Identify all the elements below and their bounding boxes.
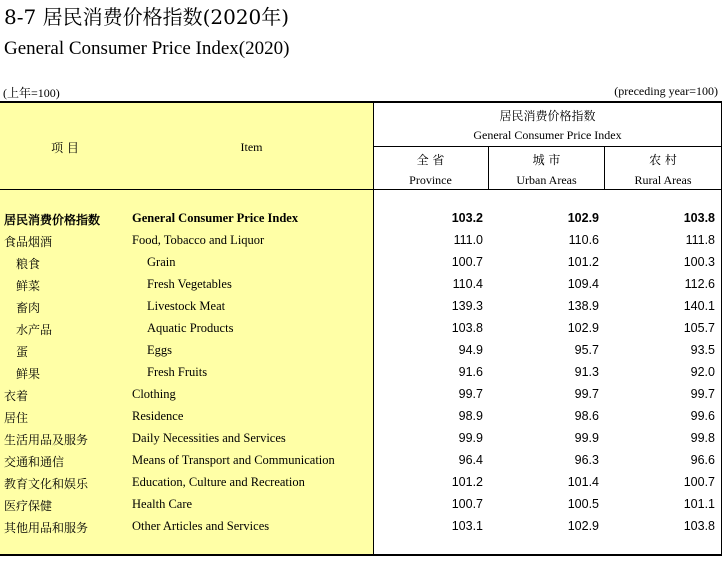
value-urban: 101.2 [567,255,599,269]
value-province: 103.2 [451,211,483,225]
row-label-cn: 蛋 [16,345,29,359]
header-bottom-rule [0,189,722,190]
header-rural-cn: 农 村 [649,153,677,167]
value-province: 101.2 [451,475,483,489]
header-group-cn: 居民消费价格指数 [499,109,596,123]
row-label-en: General Consumer Price Index [132,211,299,225]
value-urban: 91.3 [574,365,599,379]
row-label-en: Fresh Vegetables [147,277,232,291]
value-rural: 105.7 [683,321,715,335]
header-group-en: General Consumer Price Index [473,128,622,142]
header-item-cn: 项 目 [51,141,79,155]
row-label-en: Aquatic Products [147,321,234,335]
price-index-table [0,101,722,556]
row-label-en: Food, Tobacco and Liquor [132,233,265,247]
row-label-en: Means of Transport and Communication [132,453,335,467]
table-row [0,516,722,538]
value-rural: 103.8 [683,211,715,225]
row-label-cn: 食品烟酒 [4,235,53,249]
value-province: 99.7 [458,387,483,401]
row-label-en: Residence [132,409,184,423]
value-rural: 100.7 [683,475,715,489]
header-item-en: Item [240,140,263,154]
unit-note-en: (preceding year=100) [614,84,718,98]
value-province: 99.9 [458,431,483,445]
table-bottom-rule [0,554,722,556]
row-label-en: Fresh Fruits [147,365,208,379]
value-urban: 99.7 [574,387,599,401]
unit-note-cn: (上年=100) [3,86,60,100]
value-urban: 102.9 [567,321,599,335]
table-row [0,472,722,494]
value-urban: 95.7 [574,343,599,357]
row-label-cn: 居民消费价格指数 [4,213,101,227]
row-label-cn: 医疗保健 [4,499,53,513]
value-rural: 100.3 [683,255,715,269]
table-row [0,318,722,340]
row-label-en: Other Articles and Services [132,519,270,533]
table-row [0,384,722,406]
row-label-cn: 居住 [4,411,29,425]
row-label-en: Health Care [132,497,193,511]
value-province: 91.6 [458,365,483,379]
row-label-en: Livestock Meat [147,299,226,313]
table-top-rule [0,101,722,103]
row-label-cn: 畜肉 [16,301,41,315]
table-row [0,362,722,384]
header-province-en: Province [409,173,452,187]
row-label-cn: 教育文化和娱乐 [4,477,89,491]
value-urban: 138.9 [567,299,599,313]
value-province: 100.7 [451,497,483,511]
header-urban-cn: 城 市 [532,153,561,167]
value-rural: 96.6 [690,453,715,467]
row-label-en: Eggs [147,343,172,357]
value-province: 103.1 [451,519,483,533]
row-label-en: Education, Culture and Recreation [132,475,305,489]
value-rural: 92.0 [690,365,715,379]
table-row [0,450,722,472]
table-row [0,406,722,428]
value-rural: 99.7 [690,387,715,401]
table-row [0,252,722,274]
page-title-cn: 8-7 居民消费价格指数(2020年) [4,5,290,29]
table-row [0,494,722,516]
value-urban: 110.6 [568,233,599,247]
row-label-cn: 鲜果 [16,367,41,381]
table-row [0,230,722,252]
row-label-en: Clothing [132,387,176,401]
header-divider [373,146,722,147]
value-urban: 100.5 [567,497,599,511]
value-rural: 99.6 [690,409,715,423]
value-rural: 112.6 [684,277,715,291]
value-rural: 103.8 [683,519,715,533]
table-row [0,296,722,318]
page-title-en: General Consumer Price Index(2020) [4,38,290,59]
value-urban: 101.4 [567,475,599,489]
header-urban-en: Urban Areas [516,173,577,187]
row-label-cn: 粮食 [16,257,41,271]
row-label-cn: 水产品 [16,323,53,337]
value-province: 100.7 [451,255,483,269]
value-urban: 99.9 [574,431,599,445]
value-urban: 102.9 [567,211,599,225]
value-rural: 140.1 [683,299,715,313]
value-urban: 102.9 [567,519,599,533]
value-urban: 98.6 [574,409,599,423]
table-row [0,274,722,296]
row-label-cn: 交通和通信 [4,455,65,469]
value-rural: 93.5 [690,343,715,357]
value-province: 103.8 [451,321,483,335]
row-label-cn: 衣着 [4,389,29,403]
row-label-en: Grain [147,255,176,269]
value-province: 110.4 [452,277,483,291]
value-urban: 109.4 [567,277,599,291]
value-rural: 99.8 [690,431,715,445]
value-province: 94.9 [458,343,483,357]
value-province: 139.3 [451,299,483,313]
row-label-cn: 其他用品和服务 [4,521,89,535]
row-label-cn: 生活用品及服务 [4,433,89,447]
value-province: 98.9 [458,409,483,423]
header-rural-en: Rural Areas [634,173,692,187]
value-province: 111.0 [453,233,483,247]
row-label-cn: 鲜菜 [16,279,41,293]
table-row [0,208,722,230]
value-rural: 111.8 [685,233,715,247]
value-rural: 101.1 [683,497,715,511]
value-province: 96.4 [458,453,483,467]
table-row [0,428,722,450]
value-urban: 96.3 [574,453,599,467]
row-label-en: Daily Necessities and Services [132,431,286,445]
table-row [0,340,722,362]
header-province-cn: 全 省 [416,153,445,167]
